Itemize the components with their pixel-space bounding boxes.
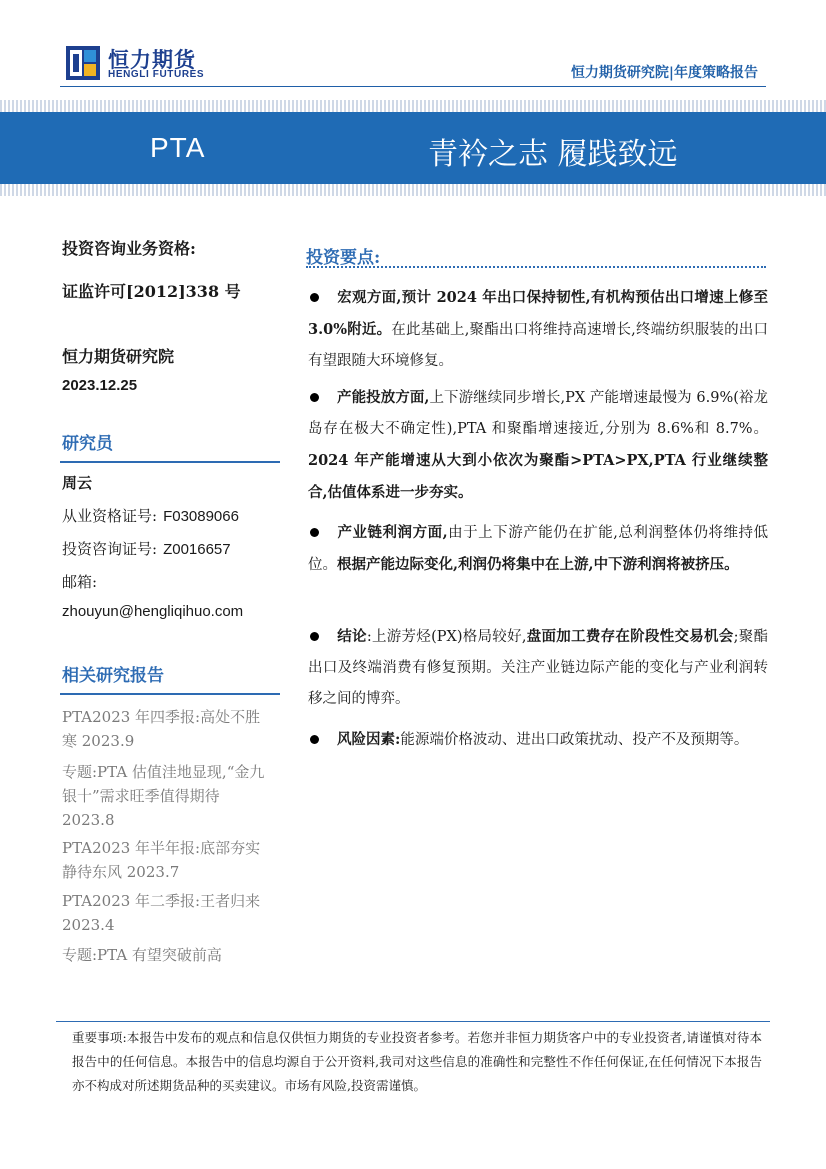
researcher-divider	[60, 461, 280, 463]
key-point-text: ;聚酯出口及终端消费有修复预期。关注产业链边际产能的变化与产业利润转移之间的博弈。	[308, 629, 769, 707]
cert-value: F03089066	[163, 508, 239, 525]
key-point-risk	[308, 724, 768, 756]
email-label: 邮箱:	[62, 573, 98, 591]
cert-label: 从业资格证号:	[62, 507, 158, 525]
report-type-header: 恒力期货研究院|年度策略报告	[570, 65, 758, 81]
key-point-text: 能源端价格波动、进出口政策扰动、投产不及预期等。	[400, 732, 749, 748]
footer-divider	[56, 1021, 770, 1022]
logo-english-name: HENGLI FUTURES	[108, 69, 205, 80]
related-reports-title: 相关研究报告	[62, 666, 164, 686]
key-point-bold: 宏观方面,预计 2024 年出口保持韧性,有机构预估出口增速上修至 3.0%附近。	[308, 289, 768, 338]
key-point-text: :上游芳烃(PX)格局较好,	[366, 629, 527, 645]
institute-name: 恒力期货研究院	[62, 347, 175, 366]
bullet-dot-icon	[310, 528, 319, 537]
email-link[interactable]: zhouyun@hengliqihuo.com	[62, 603, 244, 620]
bullet-dot-icon	[310, 632, 319, 641]
bullet-dot-icon	[310, 393, 319, 402]
related-report-link[interactable]: PTA2023 年二季报:王者归来 2023.4	[62, 892, 261, 934]
consult-value: Z0016657	[163, 541, 231, 558]
qualification-label: 投资咨询业务资格:	[62, 239, 196, 258]
key-point-bold: 盘面加工费存在阶段性交易机会	[526, 628, 734, 645]
key-point-bold: 风险因素:	[337, 731, 401, 748]
key-point-profit	[308, 517, 768, 581]
key-point-macro	[308, 282, 768, 377]
company-logo	[66, 42, 216, 82]
banner-product: PTA	[150, 132, 206, 163]
title-banner	[0, 112, 826, 184]
consult-line	[62, 538, 231, 559]
key-point-conclusion	[308, 621, 768, 715]
key-point-text: 由于上下游产能仍在扩能,总利润整体仍将维持低位。	[308, 525, 768, 573]
key-point-text: 上下游继续同步增长,PX 产能增速最慢为 6.9%(裕龙岛存在极大不确定性),PTA 和聚酯增速接近,分别为 8.6%和 8.7%。	[308, 390, 768, 437]
related-report-link[interactable]: PTA2023 年四季报:高处不胜寒 2023.9	[62, 708, 261, 750]
key-point-bold: 产业链利润方面,	[337, 524, 448, 541]
related-report-link[interactable]: PTA2023 年半年报:底部夯实 静待东风 2023.7	[62, 839, 261, 881]
key-point-bold: 2024 年产能增速从大到小依次为聚酯>PTA>PX,PTA 行业继续整合,估值体系进一步夯实。	[308, 452, 768, 501]
header-divider	[60, 86, 766, 87]
report-date: 2023.12.25	[62, 377, 138, 394]
related-report-link[interactable]: 专题:PTA 有望突破前高	[62, 946, 222, 964]
bullet-dot-icon	[310, 735, 319, 744]
related-reports-divider	[60, 693, 280, 695]
consult-label: 投资咨询证号:	[62, 540, 158, 558]
key-point-bold: 结论	[337, 628, 367, 645]
hengli-logo-icon	[66, 46, 100, 80]
logo-chinese-name: 恒力期货	[108, 48, 196, 72]
researcher-name: 周云	[62, 474, 93, 492]
cert-line	[62, 505, 239, 526]
key-point-bold: 根据产能边际变化,利润仍将集中在上游,中下游利润将被挤压。	[337, 556, 739, 573]
key-point-bold: 产能投放方面,	[337, 389, 430, 406]
key-points-divider	[306, 266, 766, 268]
banner-headline: 青衿之志 履践致远	[428, 137, 678, 172]
license-number: 证监许可[2012]338 号	[62, 282, 241, 301]
banner-stripe-top	[0, 100, 826, 112]
related-report-link[interactable]: 专题:PTA 估值洼地显现,“金九银十”需求旺季值得期待 2023.8	[62, 763, 265, 829]
key-points-title: 投资要点:	[306, 248, 381, 268]
banner-stripe-bottom	[0, 184, 826, 196]
key-point-capacity	[308, 382, 768, 509]
key-point-text: 在此基础上,聚酯出口将维持高速增长,终端纺织服装的出口有望跟随大环境修复。	[308, 322, 768, 369]
bullet-dot-icon	[310, 293, 319, 302]
researcher-section-title: 研究员	[62, 434, 113, 454]
disclaimer-text: 重要事项:本报告中发布的观点和信息仅供恒力期货的专业投资者参考。若您并非恒力期货客户中的专业投资者,请谨慎对待本报告中的任何信息。本报告中的信息均源自于公开资料,我司对这些信息的准确性和完整性不作任何保证,在任何情况下本报告亦不构成对所述期货品种的买卖建议。市场有风险,投资需谨慎。	[72, 1030, 762, 1093]
